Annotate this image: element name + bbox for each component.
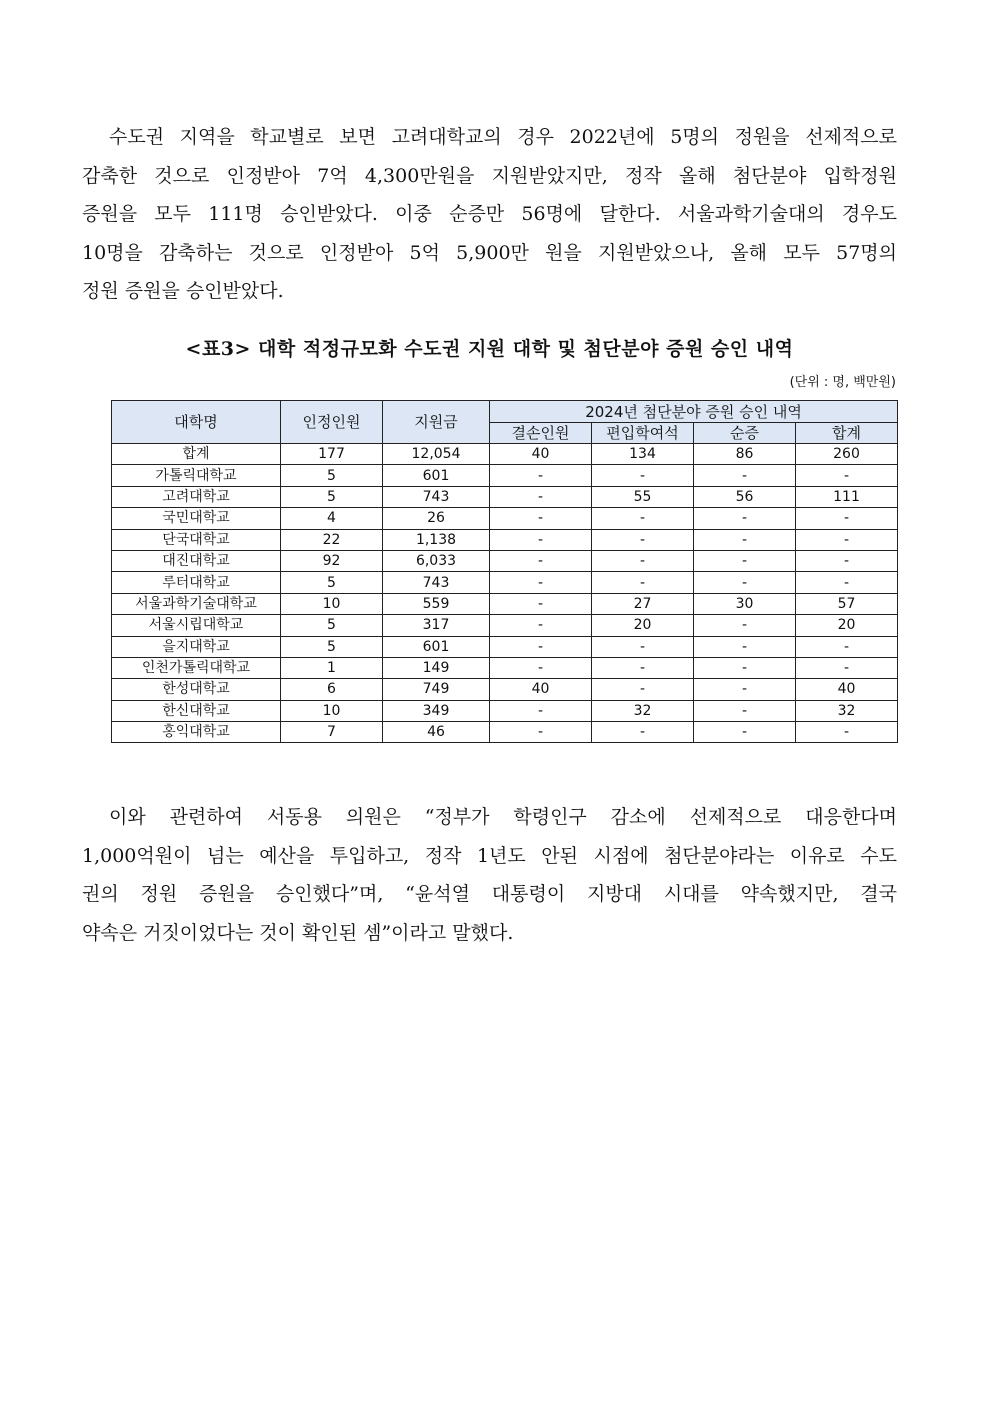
table-cell: 86 xyxy=(694,444,796,465)
table-cell: - xyxy=(694,722,796,743)
table-cell: 743 xyxy=(383,486,490,507)
table-cell: - xyxy=(490,615,592,636)
header-transfer: 편입학여석 xyxy=(592,423,694,444)
table-cell: 46 xyxy=(383,722,490,743)
table-cell: - xyxy=(694,700,796,721)
table-cell: 10 xyxy=(281,700,383,721)
table-cell: 가톨릭대학교 xyxy=(112,465,281,486)
table-cell: 서울시립대학교 xyxy=(112,615,281,636)
table-body xyxy=(112,444,898,743)
table-row xyxy=(112,529,898,550)
table-cell: 30 xyxy=(694,593,796,614)
table-cell: 20 xyxy=(796,615,898,636)
table-cell: 55 xyxy=(592,486,694,507)
paragraph-2 xyxy=(82,798,897,952)
table-cell: 57 xyxy=(796,593,898,614)
table-cell: 601 xyxy=(383,636,490,657)
table-cell: - xyxy=(796,572,898,593)
header-reduction: 결손인원 xyxy=(490,423,592,444)
table-cell: 홍익대학교 xyxy=(112,722,281,743)
header-recognized: 인정인원 xyxy=(281,401,383,444)
table-cell: 149 xyxy=(383,657,490,678)
table-cell: - xyxy=(796,508,898,529)
table-row xyxy=(112,508,898,529)
table-row xyxy=(112,657,898,678)
table-cell: 40 xyxy=(796,679,898,700)
table-cell: 22 xyxy=(281,529,383,550)
table-cell: - xyxy=(592,550,694,571)
table-cell: - xyxy=(796,529,898,550)
table-cell: - xyxy=(694,465,796,486)
table-row xyxy=(112,486,898,507)
table-cell: 26 xyxy=(383,508,490,529)
table-cell: 40 xyxy=(490,679,592,700)
table-cell: - xyxy=(490,636,592,657)
table-cell: - xyxy=(490,722,592,743)
table-cell: 111 xyxy=(796,486,898,507)
table-cell: - xyxy=(490,550,592,571)
table-row xyxy=(112,679,898,700)
table-cell: - xyxy=(592,636,694,657)
table-cell: - xyxy=(490,529,592,550)
table-row xyxy=(112,572,898,593)
table-cell: 32 xyxy=(796,700,898,721)
table-cell: - xyxy=(796,722,898,743)
table-cell: 601 xyxy=(383,465,490,486)
table-cell: 12,054 xyxy=(383,444,490,465)
table-cell: - xyxy=(490,465,592,486)
table-row xyxy=(112,636,898,657)
table-cell: 6,033 xyxy=(383,550,490,571)
paragraph-line: 약속은 거짓이었다는 것이 확인된 셈”이라고 말했다. xyxy=(82,921,514,944)
paragraph-1 xyxy=(82,118,897,311)
table-cell: - xyxy=(796,636,898,657)
paragraph-line: 1,000억원이 넘는 예산을 투입하고, 정작 1년도 안된 시점에 첨단분야라는 이유로 수도 xyxy=(82,844,897,867)
table-cell: 5 xyxy=(281,615,383,636)
table-cell: 루터대학교 xyxy=(112,572,281,593)
table-cell: - xyxy=(490,700,592,721)
table-cell: - xyxy=(694,529,796,550)
table-row xyxy=(112,444,898,465)
table-cell: - xyxy=(694,550,796,571)
table-cell: 10 xyxy=(281,593,383,614)
header-university: 대학명 xyxy=(112,401,281,444)
table-cell: 40 xyxy=(490,444,592,465)
table-cell: 260 xyxy=(796,444,898,465)
table-row xyxy=(112,593,898,614)
table-cell: 5 xyxy=(281,465,383,486)
paragraph-line: 10명을 감축하는 것으로 인정받아 5억 5,900만 원을 지원받았으나, 올해 모두 57명의 xyxy=(82,241,897,264)
table-cell: 1 xyxy=(281,657,383,678)
table-cell: - xyxy=(490,508,592,529)
table-row xyxy=(112,722,898,743)
paragraph-line: 증원을 모두 111명 승인받았다. 이중 순증만 56명에 달한다. 서울과학기술대의 경우도 xyxy=(82,203,897,225)
table-cell: - xyxy=(694,636,796,657)
table-cell: 317 xyxy=(383,615,490,636)
table-cell: 인천가톨릭대학교 xyxy=(112,657,281,678)
table-cell: 749 xyxy=(383,679,490,700)
table-cell: - xyxy=(694,508,796,529)
table-cell: 92 xyxy=(281,550,383,571)
table-cell: 5 xyxy=(281,636,383,657)
table-cell: 32 xyxy=(592,700,694,721)
table-cell: - xyxy=(796,550,898,571)
table-cell: - xyxy=(694,657,796,678)
table-cell: - xyxy=(694,615,796,636)
table-cell: 177 xyxy=(281,444,383,465)
table-cell: - xyxy=(490,657,592,678)
table-cell: 349 xyxy=(383,700,490,721)
table-cell: 4 xyxy=(281,508,383,529)
table-cell: - xyxy=(592,657,694,678)
header-support: 지원금 xyxy=(383,401,490,444)
table-cell: 1,138 xyxy=(383,529,490,550)
support-table xyxy=(111,400,898,743)
table-cell: 559 xyxy=(383,593,490,614)
table-cell: 합계 xyxy=(112,444,281,465)
table-row xyxy=(112,465,898,486)
table-cell: 20 xyxy=(592,615,694,636)
table-cell: - xyxy=(490,593,592,614)
table-cell: - xyxy=(592,572,694,593)
table-cell: - xyxy=(592,722,694,743)
header-net: 순증 xyxy=(694,423,796,444)
paragraph-line: 감축한 것으로 인정받아 7억 4,300만원을 지원받았지만, 정작 올해 첨단분야 입학정원 xyxy=(82,164,897,187)
table-cell: 한신대학교 xyxy=(112,700,281,721)
table-cell: 고려대학교 xyxy=(112,486,281,507)
paragraph-line: 수도권 지역을 학교별로 보면 고려대학교의 경우 2022년에 5명의 정원을 선제적으로 xyxy=(109,126,897,148)
table-cell: 56 xyxy=(694,486,796,507)
header-approval-group: 2024년 첨단분야 증원 승인 내역 xyxy=(490,401,898,423)
table-cell: 743 xyxy=(383,572,490,593)
table-cell: 7 xyxy=(281,722,383,743)
unit-note: (단위 : 명, 백만원) xyxy=(789,375,896,390)
table-cell: - xyxy=(694,679,796,700)
table-cell: 6 xyxy=(281,679,383,700)
table-cell: - xyxy=(592,465,694,486)
table-row xyxy=(112,700,898,721)
table-cell: - xyxy=(490,486,592,507)
table-cell: 한성대학교 xyxy=(112,679,281,700)
table-cell: 국민대학교 xyxy=(112,508,281,529)
table-cell: - xyxy=(796,465,898,486)
table-cell: 134 xyxy=(592,444,694,465)
table-cell: - xyxy=(592,679,694,700)
table-caption: <표3> 대학 적정규모화 수도권 지원 대학 및 첨단분야 증원 승인 내역 xyxy=(185,338,794,360)
table-cell: - xyxy=(694,572,796,593)
header-total: 합계 xyxy=(796,423,898,444)
paragraph-line: 정원 증원을 승인받았다. xyxy=(82,280,284,302)
table-cell: 서울과학기술대학교 xyxy=(112,593,281,614)
table-cell: 대진대학교 xyxy=(112,550,281,571)
table-cell: 5 xyxy=(281,572,383,593)
paragraph-line: 이와 관련하여 서동용 의원은 “정부가 학령인구 감소에 선제적으로 대응한다며 xyxy=(109,806,897,828)
table-cell: 5 xyxy=(281,486,383,507)
table-cell: 을지대학교 xyxy=(112,636,281,657)
table-row xyxy=(112,550,898,571)
table-cell: - xyxy=(592,529,694,550)
table-cell: - xyxy=(490,572,592,593)
table-row xyxy=(112,615,898,636)
table-cell: - xyxy=(796,657,898,678)
table-cell: 단국대학교 xyxy=(112,529,281,550)
table-cell: - xyxy=(592,508,694,529)
table-cell: 27 xyxy=(592,593,694,614)
paragraph-line: 권의 정원 증원을 승인했다”며, “윤석열 대통령이 지방대 시대를 약속했지만, 결국 xyxy=(82,883,897,905)
